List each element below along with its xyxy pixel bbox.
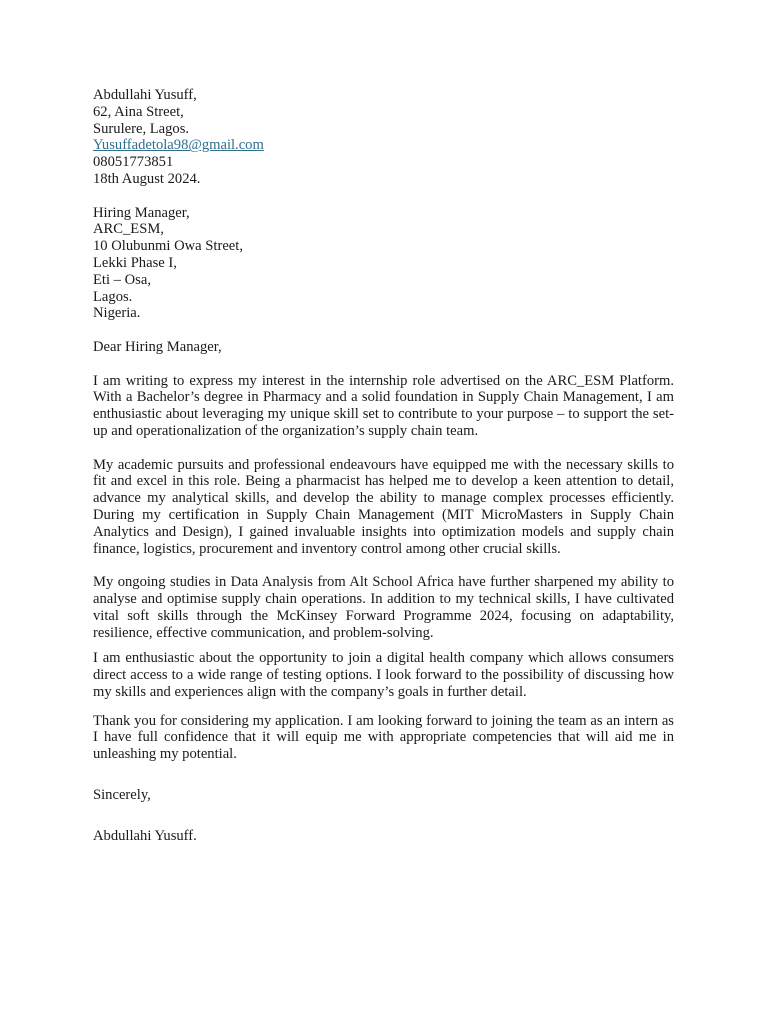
sender-city: Surulere, Lagos.	[93, 120, 190, 137]
paragraph-enthusiasm: I am enthusiastic about the opportunity to join a digital health company which allows consumers direct access to a wide range of testing options. I look forward to the possibility of discussing how my skills and experiences align with the company’s goals in further detail.	[93, 650, 674, 700]
sender-phone: 08051773851	[93, 154, 174, 171]
paragraph-qualifications: My academic pursuits and professional endeavours have equipped me with the necessary skills to fit and excel in this role. Being a pharmacist has helped me to develop a keen attention to detail, advance my analytical skills, and develop the ability to manage complex processes efficiently. During my certification in Supply Chain Management (MIT MicroMasters in Supply Chain Analytics and Design), I gained invaluable insights into optimization models and supply chain finance, logistics, procurement and inventory control among other crucial skills.	[93, 456, 674, 557]
cover-letter-page	[93, 87, 674, 845]
signature: Abdullahi Yusuff.	[93, 827, 197, 844]
sender-street: 62, Aina Street,	[93, 103, 184, 120]
recipient-district: Eti – Osa,	[93, 271, 151, 288]
salutation: Dear Hiring Manager,	[93, 338, 222, 355]
paragraph-thank-you: Thank you for considering my application. I am looking forward to joining the team as an intern as I have full confidence that it will equip me with appropriate competencies that will aid me in unleashing my potential.	[93, 712, 674, 763]
recipient-title: Hiring Manager,	[93, 204, 190, 221]
paragraph-introduction: I am writing to express my interest in the internship role advertised on the ARC_ESM Platform. With a Bachelor’s degree in Pharmacy and a solid foundation in Supply Chain Management, I am enthusiastic about leveraging my unique skill set to contribute to your purpose – to support the set-up and operationalization of the organization’s supply chain team.	[93, 372, 674, 439]
recipient-company: ARC_ESM,	[93, 221, 164, 238]
recipient-country: Nigeria.	[93, 305, 141, 322]
recipient-area: Lekki Phase I,	[93, 254, 177, 271]
paragraph-ongoing-studies: My ongoing studies in Data Analysis from Alt School Africa have further sharpened my ability to analyse and optimise supply chain operations. In addition to my technical skills, I have cultivated vital soft skills through the McKinsey Forward Programme 2024, focusing on adaptability, resilience, effective communication, and problem-solving.	[93, 574, 674, 641]
recipient-street: 10 Olubunmi Owa Street,	[93, 238, 243, 255]
closing: Sincerely,	[93, 787, 151, 804]
sender-email-link[interactable]: Yusuffadetola98@gmail.com	[93, 137, 264, 154]
sender-address-block	[93, 87, 674, 188]
recipient-city: Lagos.	[93, 288, 133, 305]
sender-name: Abdullahi Yusuff,	[93, 87, 197, 103]
recipient-address-block	[93, 205, 674, 323]
letter-date: 18th August 2024.	[93, 170, 201, 187]
